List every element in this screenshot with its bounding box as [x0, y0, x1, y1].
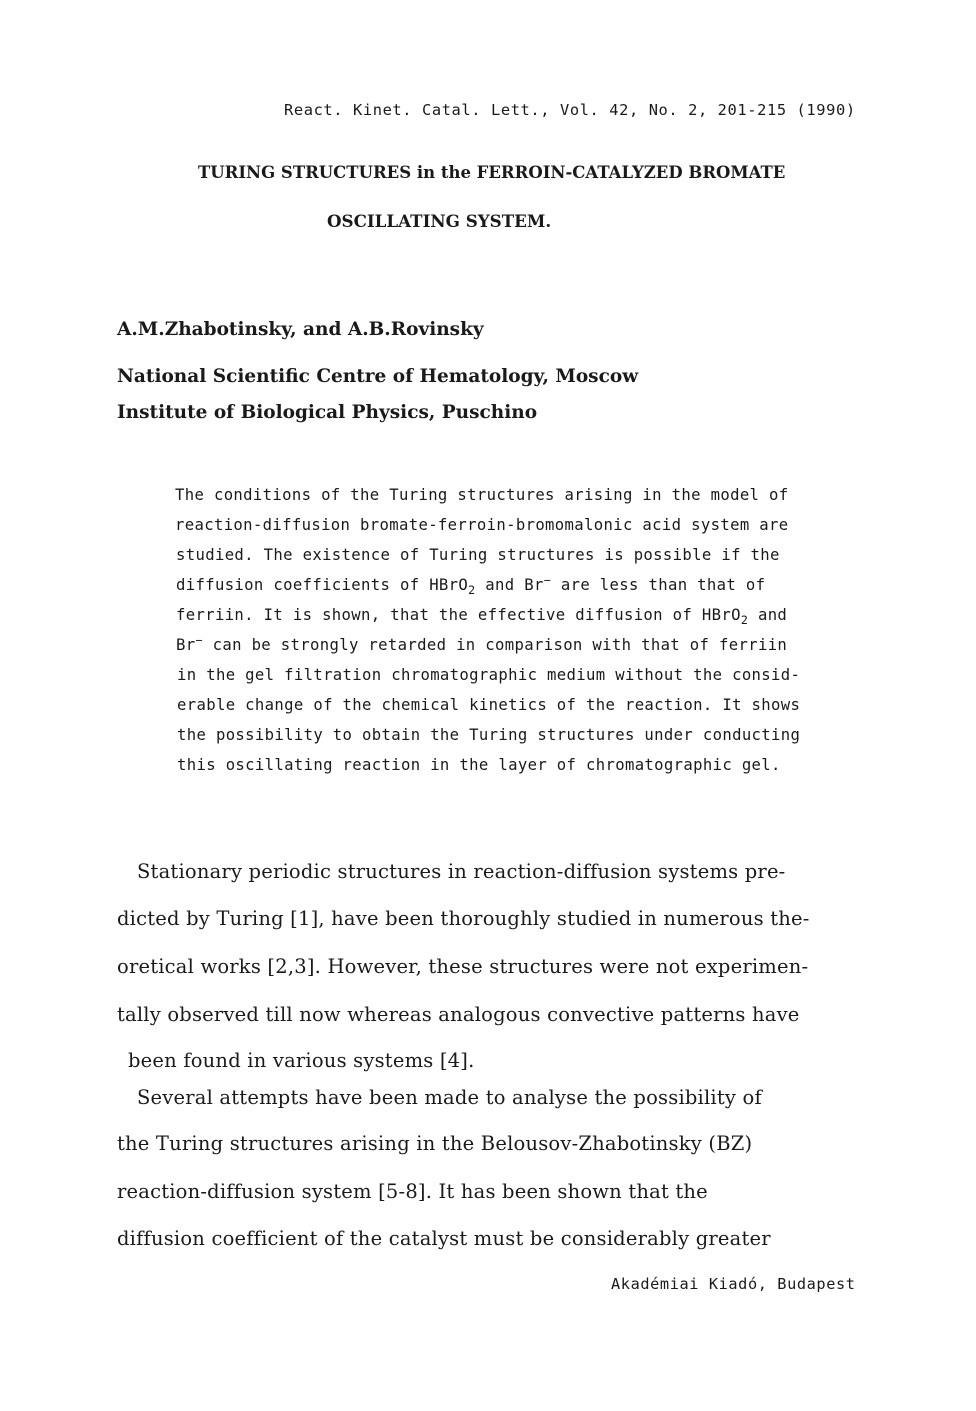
abstract-line: this oscillating reaction in the layer of chromatographic gel. — [177, 756, 781, 774]
author-list: A.M.Zhabotinsky, and A.B.Rovinsky — [117, 319, 484, 340]
body-line: reaction-diffusion system [5-8]. It has been shown that the — [117, 1180, 708, 1203]
body-line: Several attempts have been made to analyse the possibility of — [137, 1086, 762, 1109]
body-line: oretical works [2,3]. However, these structures were not experimen- — [117, 955, 809, 978]
abstract-line: Br− can be strongly retarded in comparison with that of ferriin — [176, 633, 788, 654]
body-line: diffusion coefficient of the catalyst must be considerably greater — [117, 1227, 771, 1250]
abstract-line: diffusion coefficients of HBrO$_2$ and Br− are less than that of — [176, 573, 766, 598]
journal-citation: React. Kinet. Catal. Lett., Vol. 42, No. 2, 201-215 (1990) — [284, 101, 856, 119]
body-line: Stationary periodic structures in reaction-diffusion systems pre- — [137, 860, 786, 883]
abstract-line: the possibility to obtain the Turing structures under conducting — [177, 726, 801, 744]
body-line: the Turing structures arising in the Belousov-Zhabotinsky (BZ) — [117, 1132, 753, 1155]
body-line: tally observed till now whereas analogous convective patterns have — [117, 1003, 800, 1026]
abstract-line: erable change of the chemical kinetics of the reaction. It shows — [177, 696, 801, 714]
affiliation-1: National Scientific Centre of Hematology, Moscow — [117, 366, 639, 387]
body-line: dicted by Turing [1], have been thoroughly studied in numerous the- — [117, 907, 810, 930]
body-line: been found in various systems [4]. — [128, 1049, 475, 1072]
abstract-line: ferriin. It is shown, that the effective diffusion of HBrO$_2$ and — [176, 606, 788, 628]
publisher-footer: Akadémiai Kiadó, Budapest — [611, 1275, 856, 1293]
abstract-line: studied. The existence of Turing structures is possible if the — [176, 546, 780, 564]
abstract-line: reaction-diffusion bromate-ferroin-bromomalonic acid system are — [175, 516, 789, 534]
abstract-line: The conditions of the Turing structures arising in the model of — [175, 486, 789, 504]
affiliation-2: Institute of Biological Physics, Puschino — [117, 402, 538, 423]
paper-title-line-1: TURING STRUCTURES in the FERROIN-CATALYZED BROMATE — [198, 163, 786, 182]
abstract-line: in the gel filtration chromatographic medium without the consid- — [177, 666, 801, 684]
paper-title-line-2: OSCILLATING SYSTEM. — [327, 211, 552, 231]
